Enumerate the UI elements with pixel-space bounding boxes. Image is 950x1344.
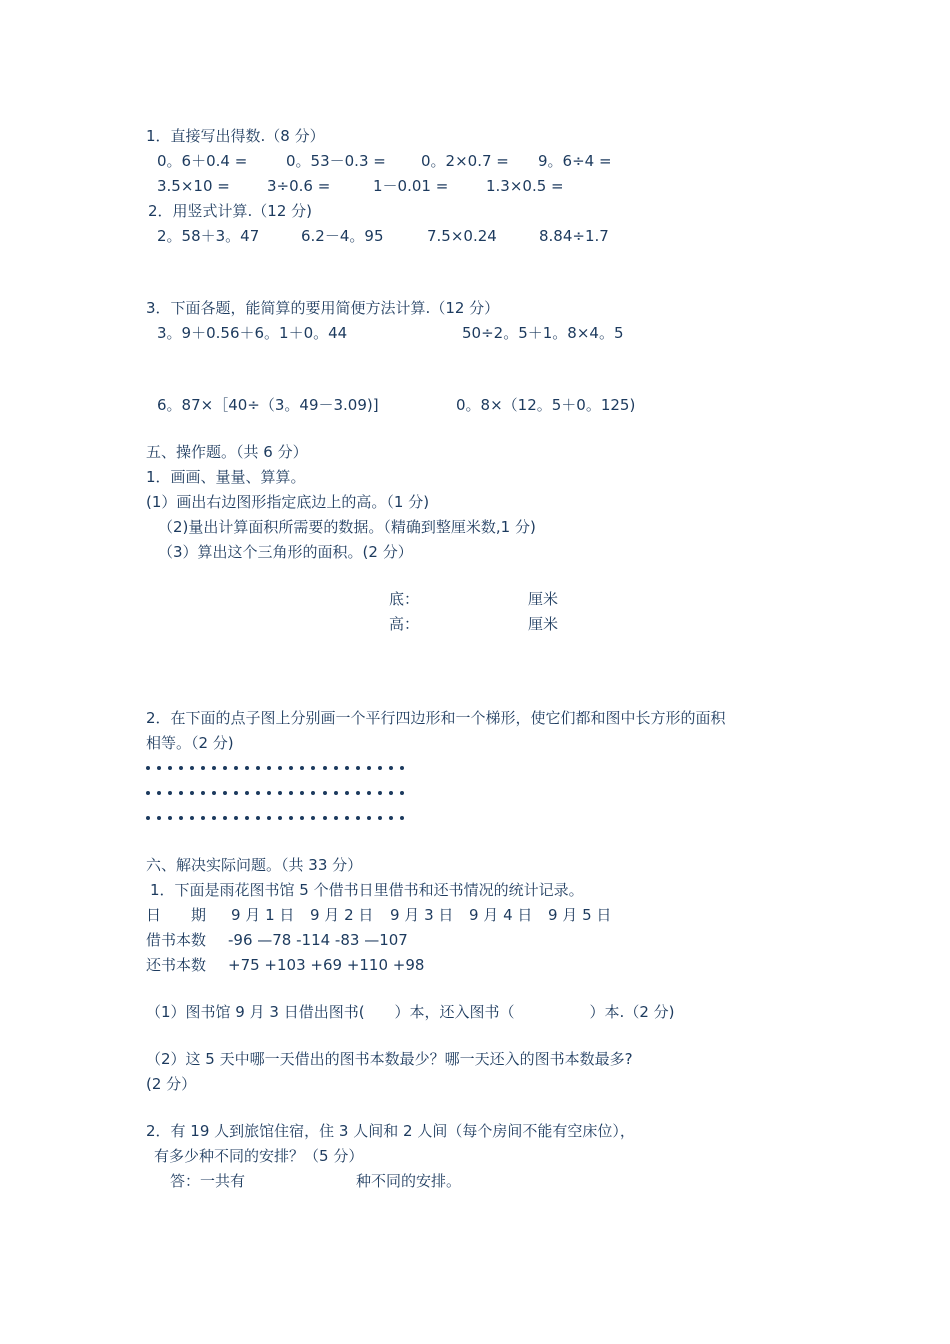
grid-dot [367, 816, 371, 820]
grid-dot [389, 766, 393, 770]
grid-dot [212, 791, 216, 795]
q1-item: 0。6＋0.4 = [157, 152, 248, 170]
q2-item: 8.84÷1.7 [539, 227, 609, 245]
grid-dot [234, 791, 238, 795]
grid-dot [311, 791, 315, 795]
q1-item: 1.3×0.5 = [486, 177, 564, 195]
grid-dot [345, 816, 349, 820]
grid-dot [267, 791, 271, 795]
grid-dot [356, 816, 360, 820]
grid-dot [289, 791, 293, 795]
q2-item: 2。58＋3。47 [157, 227, 260, 245]
s5-q1-part: (1）画出右边图形指定底边上的高。（1 分) [146, 493, 430, 511]
height-label: 高： [389, 615, 420, 633]
grid-dot [190, 816, 194, 820]
grid-dot [256, 816, 260, 820]
return-label: 还书本数 [146, 956, 207, 974]
s6-q2-line2: 有多少种不同的安排？（5 分） [154, 1147, 364, 1165]
grid-dot [201, 816, 205, 820]
s6-q1-sub1: （1）图书馆 9 月 3 日借出图书( ）本，还入图书（ ）本.（2 分) [146, 1003, 675, 1021]
q3-title: 3．下面各题，能简算的要用简便方法计算.（12 分） [146, 299, 500, 317]
date-cell: 9 月 4 日 [469, 906, 533, 924]
q3-item: 50÷2。5＋1。8×4。5 [462, 324, 624, 342]
grid-dot [389, 791, 393, 795]
grid-dot [146, 791, 150, 795]
borrow-values: -96 —78 -114 -83 —107 [228, 931, 408, 949]
grid-dot [311, 816, 315, 820]
grid-dot [168, 766, 172, 770]
grid-dot [146, 766, 150, 770]
grid-dot [245, 816, 249, 820]
s5-q2-line1: 2．在下面的点子图上分别画一个平行四边形和一个梯形，使它们都和图中长方形的面积 [146, 709, 726, 727]
grid-dot [234, 816, 238, 820]
grid-dot [300, 816, 304, 820]
grid-dot [201, 791, 205, 795]
grid-dot [201, 766, 205, 770]
q1-item: 0。2×0.7 = [421, 152, 509, 170]
grid-dot [245, 766, 249, 770]
grid-dot [146, 816, 150, 820]
date-cell: 9 月 3 日 [390, 906, 454, 924]
q3-item: 0。8×（12。5＋0。125) [456, 396, 636, 414]
grid-dot [157, 766, 161, 770]
date-cell: 9 月 1 日 [231, 906, 295, 924]
section6-title: 六、解决实际问题。（共 33 分） [146, 856, 363, 874]
grid-dot [345, 766, 349, 770]
s6-q2-line1: 2．有 19 人到旅馆住宿，住 3 人间和 2 人间（每个房间不能有空床位）， [146, 1122, 635, 1140]
dot-grid-row-1 [146, 766, 404, 772]
answer-suffix: 种不同的安排。 [356, 1172, 462, 1190]
grid-dot [334, 816, 338, 820]
return-values: +75 +103 +69 +110 +98 [228, 956, 425, 974]
grid-dot [378, 766, 382, 770]
grid-dot [245, 791, 249, 795]
base-label: 底： [389, 590, 420, 608]
grid-dot [367, 766, 371, 770]
q1-item: 3÷0.6 = [267, 177, 331, 195]
grid-dot [323, 816, 327, 820]
grid-dot [157, 816, 161, 820]
base-unit: 厘米 [528, 590, 559, 608]
date-cell: 9 月 5 日 [548, 906, 612, 924]
grid-dot [323, 766, 327, 770]
q1-item: 0。53－0.3 = [286, 152, 386, 170]
grid-dot [179, 791, 183, 795]
grid-dot [356, 791, 360, 795]
grid-dot [168, 791, 172, 795]
grid-dot [256, 791, 260, 795]
grid-dot [278, 766, 282, 770]
grid-dot [278, 791, 282, 795]
answer-prefix: 答：一共有 [170, 1172, 246, 1190]
q3-item: 6。87×［40÷（3。49－3.09)] [157, 396, 379, 414]
grid-dot [267, 816, 271, 820]
grid-dot [223, 766, 227, 770]
dot-grid-row-3 [146, 816, 404, 822]
grid-dot [234, 766, 238, 770]
grid-dot [300, 766, 304, 770]
grid-dot [223, 816, 227, 820]
date-cell: 9 月 2 日 [310, 906, 374, 924]
q2-item: 6.2－4。95 [301, 227, 384, 245]
grid-dot [289, 816, 293, 820]
grid-dot [400, 791, 404, 795]
section5-title: 五、操作题。（共 6 分） [146, 443, 308, 461]
dot-grid-row-2 [146, 791, 404, 797]
grid-dot [400, 816, 404, 820]
grid-dot [356, 766, 360, 770]
grid-dot [311, 766, 315, 770]
grid-dot [289, 766, 293, 770]
q2-title: 2．用竖式计算.（12 分) [148, 202, 313, 220]
s5-q1-part: （3）算出这个三角形的面积。(2 分） [158, 543, 413, 561]
s6-q1-title: 1．下面是雨花图书馆 5 个借书日里借书和还书情况的统计记录。 [150, 881, 584, 899]
grid-dot [378, 816, 382, 820]
grid-dot [212, 816, 216, 820]
grid-dot [256, 766, 260, 770]
q1-item: 1－0.01 = [373, 177, 449, 195]
grid-dot [334, 791, 338, 795]
grid-dot [367, 791, 371, 795]
grid-dot [300, 791, 304, 795]
q2-item: 7.5×0.24 [427, 227, 497, 245]
q1-title: 1．直接写出得数.（8 分） [146, 127, 325, 145]
grid-dot [400, 766, 404, 770]
s6-q1-sub2-line2: (2 分） [146, 1075, 197, 1093]
q1-item: 3.5×10 = [157, 177, 230, 195]
q3-item: 3。9＋0.56＋6。1＋0。44 [157, 324, 348, 342]
s5-q1-title: 1．画画、量量、算算。 [146, 468, 306, 486]
s5-q2-line2: 相等。（2 分) [146, 734, 234, 752]
grid-dot [179, 816, 183, 820]
height-unit: 厘米 [528, 615, 559, 633]
grid-dot [179, 766, 183, 770]
grid-dot [168, 816, 172, 820]
grid-dot [378, 791, 382, 795]
grid-dot [345, 791, 349, 795]
grid-dot [212, 766, 216, 770]
q1-item: 9。6÷4 = [538, 152, 612, 170]
grid-dot [323, 791, 327, 795]
grid-dot [157, 791, 161, 795]
date-label: 日 期 [146, 906, 207, 924]
grid-dot [190, 791, 194, 795]
grid-dot [190, 766, 194, 770]
grid-dot [278, 816, 282, 820]
grid-dot [267, 766, 271, 770]
grid-dot [223, 791, 227, 795]
s6-q1-sub2-line1: （2）这 5 天中哪一天借出的图书本数最少？哪一天还入的图书本数最多? [146, 1050, 633, 1068]
s5-q1-part: （2)量出计算面积所需要的数据。（精确到整厘米数,1 分) [158, 518, 536, 536]
borrow-label: 借书本数 [146, 931, 207, 949]
grid-dot [334, 766, 338, 770]
grid-dot [389, 816, 393, 820]
